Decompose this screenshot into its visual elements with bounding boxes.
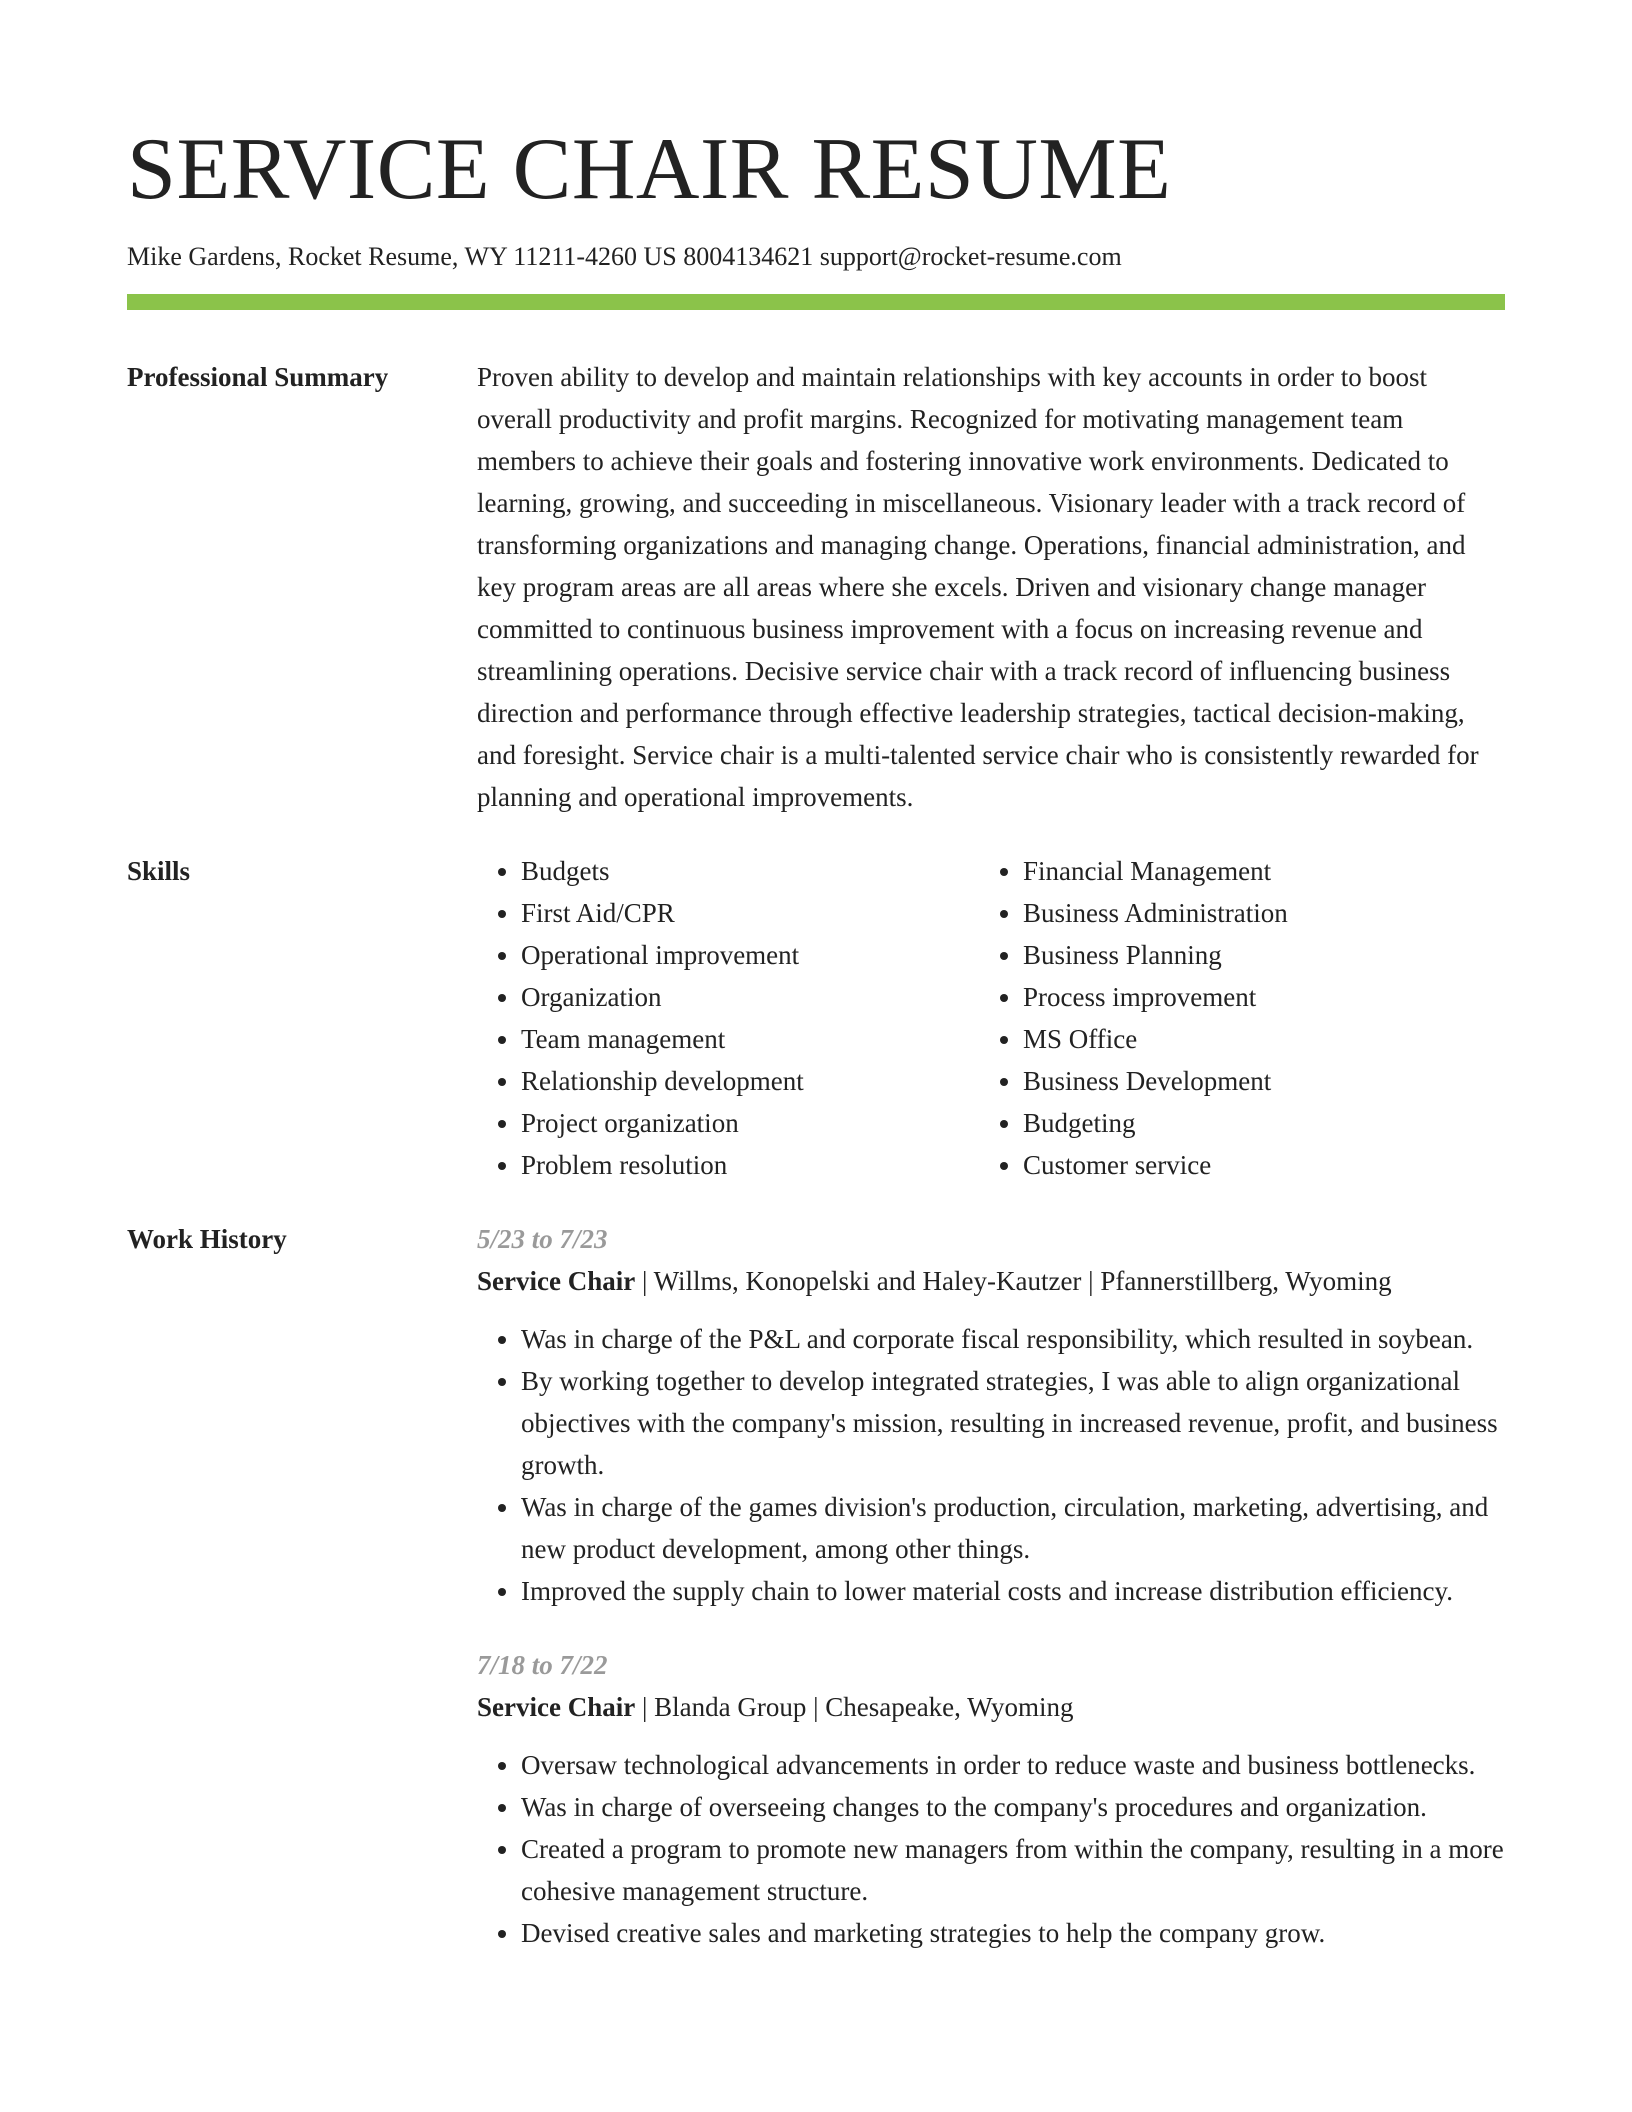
job-employer-location: | Blanda Group | Chesapeake, Wyoming bbox=[635, 1692, 1074, 1722]
resume-title: SERVICE CHAIR RESUME bbox=[127, 121, 1172, 218]
skill-item: • Budgets bbox=[521, 850, 979, 892]
skill-item: • First Aid/CPR bbox=[521, 892, 979, 934]
skill-item: • Relationship development bbox=[521, 1060, 979, 1102]
section-label-work-history: Work History bbox=[127, 1224, 287, 1254]
job-title: Service Chair bbox=[477, 1692, 636, 1722]
contact-info: Mike Gardens, Rocket Resume, WY 11211-4260 US 8004134621 support@rocket-resume.com bbox=[127, 242, 1122, 271]
job-bullet: • Was in charge of overseeing changes to the company's procedures and organization. bbox=[521, 1786, 1505, 1828]
skill-item: • Business Planning bbox=[1023, 934, 1481, 976]
skills-columns bbox=[477, 850, 1505, 1186]
job-bullet-list bbox=[477, 1318, 1505, 1612]
skills-list-right bbox=[979, 850, 1481, 1186]
work-history-section bbox=[127, 1218, 1505, 1954]
skill-item: • Financial Management bbox=[1023, 850, 1481, 892]
job-dates: 5/23 to 7/23 bbox=[477, 1224, 608, 1254]
job-heading bbox=[477, 1686, 1505, 1728]
skill-item: • Operational improvement bbox=[521, 934, 979, 976]
skill-item: • MS Office bbox=[1023, 1018, 1481, 1060]
skill-item: • Team management bbox=[521, 1018, 979, 1060]
job-entry bbox=[477, 1218, 1505, 1612]
job-bullet: • Improved the supply chain to lower material costs and increase distribution efficiency. bbox=[521, 1570, 1505, 1612]
job-bullet-list bbox=[477, 1744, 1505, 1954]
skill-item: • Problem resolution bbox=[521, 1144, 979, 1186]
job-bullet: • By working together to develop integrated strategies, I was able to align organizational objectives with the company's mission, resulting in increased revenue, profit, and business growth. bbox=[521, 1360, 1505, 1486]
skill-item: • Business Development bbox=[1023, 1060, 1481, 1102]
skill-item: • Customer service bbox=[1023, 1144, 1481, 1186]
job-bullet: • Devised creative sales and marketing strategies to help the company grow. bbox=[521, 1912, 1505, 1954]
section-label-skills: Skills bbox=[127, 856, 191, 886]
skill-item: • Business Administration bbox=[1023, 892, 1481, 934]
summary-text: Proven ability to develop and maintain relationships with key accounts in order to boost overall productivity and profit margins. Recognized for motivating management team members to achieve their goals and fostering innovative work environments. Dedicated to learning, growing, and succeeding in miscellaneous. Visionary leader with a track record of transforming organizations and managing change. Operations, financial administration, and key program areas are all areas where she excels. Driven and visionary change manager committed to continuous business improvement with a focus on increasing revenue and streamlining operations. Decisive service chair with a track record of influencing business direction and performance through effective leadership strategies, tactical decision-making, and foresight. Service chair is a multi-talented service chair who is consistently rewarded for planning and operational improvements. bbox=[477, 362, 1479, 812]
skills-section bbox=[127, 850, 1505, 1186]
skills-list-left bbox=[477, 850, 979, 1186]
job-title: Service Chair bbox=[477, 1266, 636, 1296]
job-bullet: • Was in charge of the P&L and corporate fiscal responsibility, which resulted in soybean. bbox=[521, 1318, 1505, 1360]
work-history-body bbox=[477, 1218, 1505, 1954]
job-heading bbox=[477, 1260, 1505, 1302]
job-employer-location: | Willms, Konopelski and Haley-Kautzer | Pfannerstillberg, Wyoming bbox=[635, 1266, 1392, 1296]
skill-item: • Process improvement bbox=[1023, 976, 1481, 1018]
job-bullet: • Was in charge of the games division's production, circulation, marketing, advertising, and new product development, among other things. bbox=[521, 1486, 1505, 1570]
job-bullet: • Oversaw technological advancements in order to reduce waste and business bottlenecks. bbox=[521, 1744, 1505, 1786]
skill-item: • Budgeting bbox=[1023, 1102, 1481, 1144]
section-label-summary: Professional Summary bbox=[127, 362, 389, 392]
job-bullet: • Created a program to promote new managers from within the company, resulting in a more cohesive management structure. bbox=[521, 1828, 1505, 1912]
accent-divider bbox=[127, 294, 1505, 310]
skill-item: • Organization bbox=[521, 976, 979, 1018]
skill-item: • Project organization bbox=[521, 1102, 979, 1144]
job-dates: 7/18 to 7/22 bbox=[477, 1650, 608, 1680]
professional-summary-section bbox=[127, 356, 1505, 818]
job-entry bbox=[477, 1644, 1505, 1954]
